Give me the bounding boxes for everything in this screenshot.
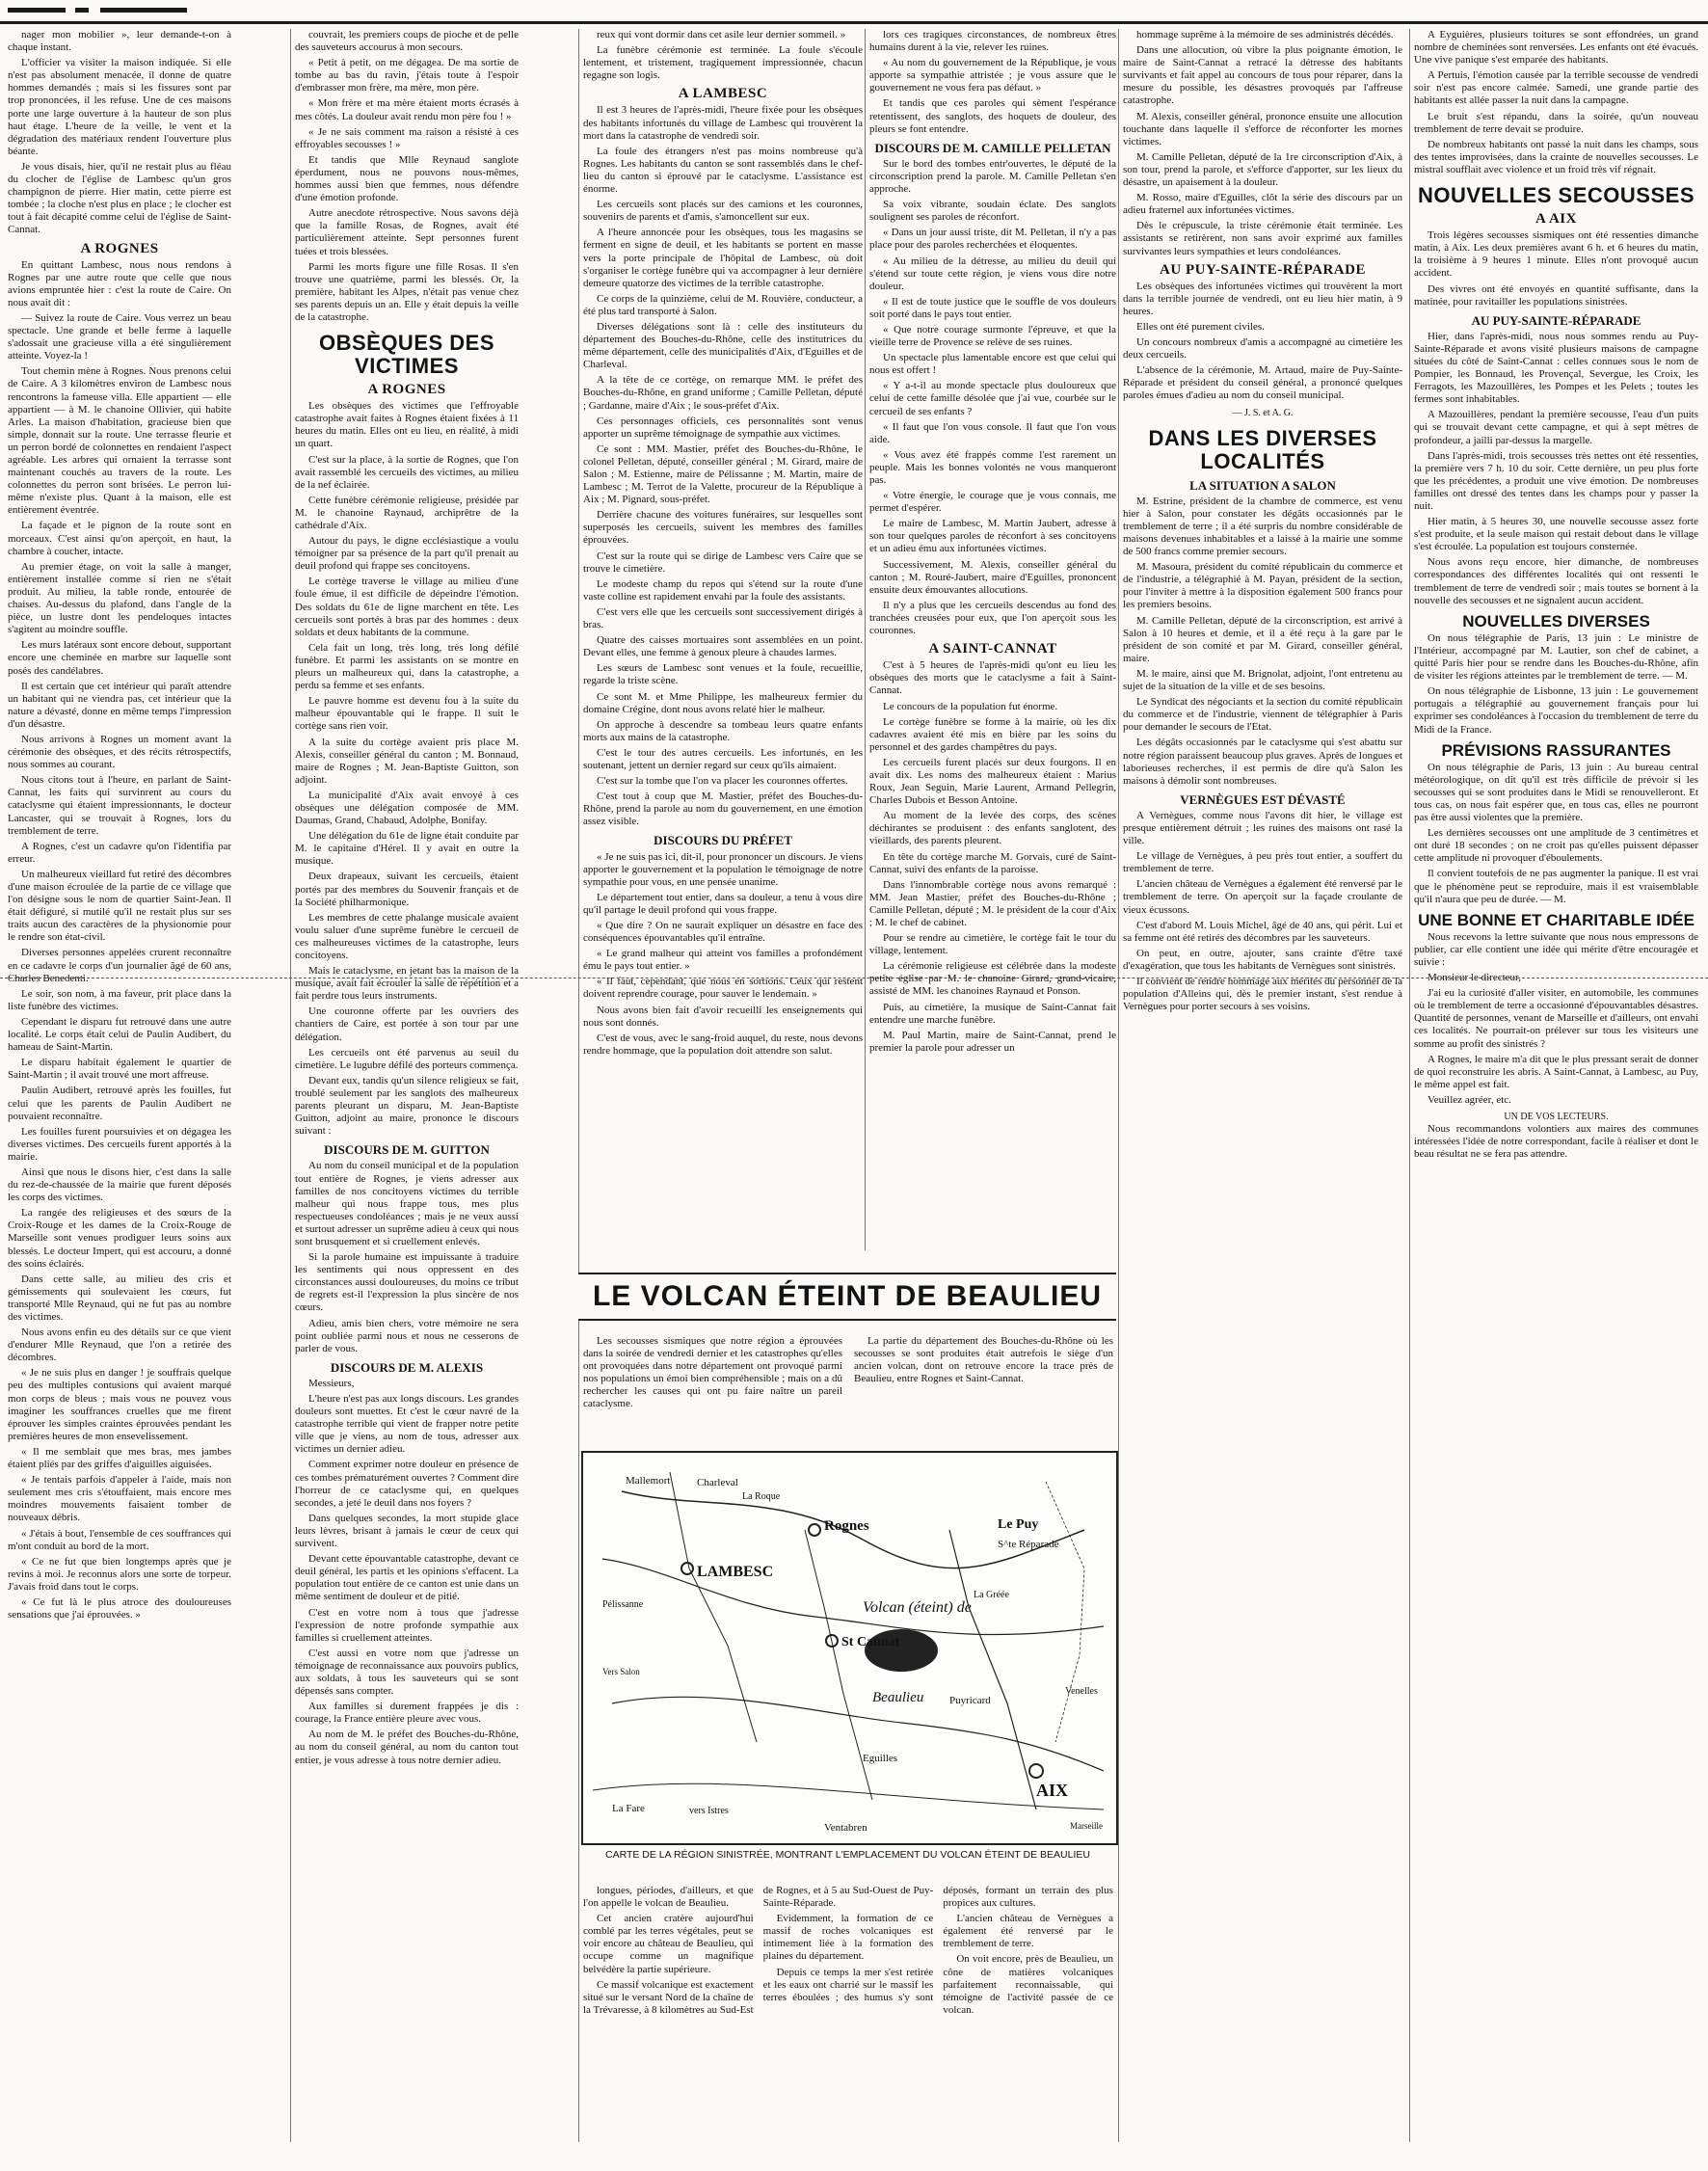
article-paragraph: A Rognes, le maire m'a dit que le plus pressant serait de donner de quoi reconstruire les abris. A Saint-Cannat, à Lambesc, au Puy, le même appel est fait. bbox=[1414, 1053, 1698, 1090]
article-paragraph: La façade et le pignon de la route sont en morceaux. C'est ainsi qu'on aperçoit, en haut, la chambre à coucher, intacte. bbox=[8, 520, 231, 557]
article-paragraph: On voit encore, près de Beaulieu, un cône de matières volcaniques parfaitement reconnaissable, qui témoigne de l'activité passée de ce volcan. bbox=[943, 1953, 1113, 2016]
map-label: Eguilles bbox=[863, 1753, 898, 1764]
article-paragraph: Le bruit s'est répandu, dans la soirée, qu'un nouveau tremblement de terre devait se produire. bbox=[1414, 110, 1698, 135]
article-paragraph: Les cercueils sont placés sur des camions et les couronnes, souvenirs de parents et d'amis, s'amoncellent sur eux. bbox=[583, 199, 863, 224]
article-paragraph: A l'heure annoncée pour les obsèques, tous les magasins se ferment en signe de deuil, et les habitants se portent en masse vers la porte principale de l'hôpital de Lambesc, où doit s'organiser le cortège funèbre qui va accompagner à leur dernière demeure quatorze des victimes de la terrible catastrophe. bbox=[583, 227, 863, 289]
article-paragraph: Dans une allocution, où vibre la plus poignante émotion, le maire de Saint-Cannat a retracé la détresse des habitants survivants et fait appel au concours de tous pour réparer, dans la mesure du possible, les désastres provoqués par l'affreuse catastrophe. bbox=[1123, 44, 1402, 107]
article-paragraph: A Mazouillères, pendant la première secousse, l'eau d'un puits qui se trouvait devant cette campagne, et qui à sept mètres de profondeur, a jailli par-dessus la margelle. bbox=[1414, 409, 1698, 446]
article-paragraph: « Au nom du gouvernement de la République, je vous apporte sa sympathie attristée ; je vous assure que le gouvernement ne vous fera pas défaut. » bbox=[869, 57, 1116, 94]
section-heading: A ROGNES bbox=[367, 382, 446, 398]
article-paragraph: Devant cette épouvantable catastrophe, devant ce deuil général, les partis et les opinions s'effacent. La population tout entière de ce canton est unie dans un même sentiment de douleur et de pitié. bbox=[295, 1553, 519, 1603]
article-paragraph: C'est aussi en votre nom que j'adresse un témoignage de reconnaissance aux pouvoirs publics, aux soldats, à tous les sauveteurs qui se sont dépensés sans compter. bbox=[295, 1647, 519, 1698]
article-paragraph: Les murs latéraux sont encore debout, supportant encore une cheminée en marbre sur laquelle sont posés des candélabres. bbox=[8, 639, 231, 677]
article-paragraph: Paulin Audibert, retrouvé après les fouilles, fut celui que les parents de Paulin Audibert ne pouvaient reconnaître. bbox=[8, 1085, 231, 1122]
article-paragraph: Comment exprimer notre douleur en présence de ces tombes prématurément ouvertes ? Comment dire l'horreur de ce cataclysme qui, en quelques secondes, a jeté le deuil dans nos foyers ? bbox=[295, 1459, 519, 1509]
article-paragraph: L'ancien château de Vernègues a également été renversé par le tremblement de terre. bbox=[943, 1913, 1113, 1950]
article-paragraph: A Rognes, c'est un cadavre qu'on l'identifia par erreur. bbox=[8, 840, 231, 865]
article-paragraph: « Je ne sais comment ma raison a résisté à ces effroyables secousses ! » bbox=[295, 125, 519, 150]
article-paragraph: Un spectacle plus lamentable encore est que celui qui nous est offert ! bbox=[869, 352, 1116, 377]
article-paragraph: Le pauvre homme est devenu fou à la suite du malheur épouvantable qui le frappe. Il suit le cortège sans rien voir. bbox=[295, 695, 519, 733]
article-paragraph: La cérémonie religieuse est célébrée dans la modeste petite église par M. le chanoine Girard, grand-vicaire, assisté de MM. les chanoines Raynaud et Ponson. bbox=[869, 960, 1116, 998]
article-paragraph: Je vous disais, hier, qu'il ne restait plus au fléau du clocher de l'église de Lambesc qu'un gros champignon de pierre. Hier matin, cette pierre est tombée ; la cloche n'est plus en place ; le clocher est tout à fait décapité comme celui de l'église de Saint-Cannat. bbox=[8, 160, 231, 236]
article-paragraph: « J'étais à bout, l'ensemble de ces souffrances qui m'ont conduit au bord de la mort. bbox=[8, 1527, 231, 1552]
article-paragraph: La partie du département des Bouches-du-Rhône où les secousses se sont produites était autrefois le siège d'un ancien volcan, dont on retrouve encore la trace près de Beaulieu, entre Rognes et Saint-Cannat. bbox=[854, 1335, 1113, 1385]
article-paragraph: Les sœurs de Lambesc sont venues et la foule, recueillie, regarde la triste scène. bbox=[583, 662, 863, 687]
column-separator bbox=[290, 29, 291, 2142]
article-paragraph: Cette funèbre cérémonie religieuse, présidée par M. le chanoine Raynaud, archiprêtre de la cathédrale d'Aix. bbox=[295, 494, 519, 531]
column-4 bbox=[869, 29, 1116, 1250]
article-paragraph: L'ancien château de Vernègues a également été renversé par le tremblement de terre. On aperçoit sur la façade croulante de vieux écussons. bbox=[1123, 878, 1402, 916]
article-paragraph: « Que notre courage surmonte l'épreuve, et que la vieille terre de Provence se relève de ses ruines. bbox=[869, 323, 1116, 349]
article-paragraph: Nous arrivons à Rognes un moment avant la cérémonie des obsèques, et des récits rétrospectifs, nous sommes au courant. bbox=[8, 733, 231, 771]
article-paragraph: « Le grand malheur qui atteint vos familles a profondément ému le pays tout entier. » bbox=[583, 948, 863, 973]
article-paragraph: « Ce fut là le plus atroce des douloureuses sensations que j'ai éprouvées. » bbox=[8, 1595, 231, 1622]
article-paragraph: « Votre énergie, le courage que je vous connais, me permet d'espérer. bbox=[869, 490, 1116, 515]
article-paragraph: M. Rosso, maire d'Eguilles, clôt la série des discours par un adieu fraternel aux infortunées victimes. bbox=[1123, 192, 1402, 217]
article-paragraph: M. Camille Pelletan, député de la 1re circonscription d'Aix, à son tour, prend la parole, et s'efforce d'apporter, sur les lieux du désastre, un apaisement à la douleur. bbox=[1123, 150, 1402, 189]
article-paragraph: Le village de Vernègues, à peu près tout entier, a souffert du tremblement de terre. bbox=[1123, 850, 1402, 875]
article-paragraph: « Il est de toute justice que le souffle de vos douleurs soit porté dans le pays tout entier. bbox=[869, 295, 1116, 320]
section-heading: NOUVELLES SECOUSSES bbox=[1417, 183, 1695, 208]
article-paragraph: Deux drapeaux, suivant les cercueils, étaient portés par des membres du Souvenir français et de la Société philharmonique. bbox=[295, 871, 519, 908]
article-paragraph: Au nom de M. le préfet des Bouches-du-Rhône, au nom du conseil général, au nom du canton tout entier, je vous adresse à tous notre dernier adieu. bbox=[295, 1729, 519, 1766]
article-paragraph: De nombreux habitants ont passé la nuit dans les champs, sous des tentes improvisées, dans la crainte de nouvelles secousses. Le mistral soufflait avec violence et un froid très vif régnait. bbox=[1414, 138, 1698, 175]
section-heading: OBSÈQUES DES VICTIMES bbox=[318, 331, 495, 379]
article-paragraph: Une couronne offerte par les ouvriers des chantiers de Caire, est portée à son tour par une délégation. bbox=[295, 1005, 519, 1043]
article-paragraph: Hier, dans l'après-midi, nous nous sommes rendu au Puy-Sainte-Réparade et avons visité plusieurs maisons de campagne situées du côté de Saint-Cannat : celles connues sous le nom de Pompier, les Bonnaud, les Provençal, Severgue, les Croix, les Ferragots, les Mazouillères, les Pompes et les Pelets ; toutes les fermes sont inhabitables. bbox=[1414, 330, 1698, 406]
section-heading: AU PUY-SAINTE-RÉPARADE bbox=[1160, 261, 1366, 278]
map-label: LAMBESC bbox=[697, 1564, 774, 1580]
article-paragraph: C'est sur la place, à la sortie de Rognes, que l'on avait rassemblé les cercueils des victimes, au milieu de la nef éclairée. bbox=[295, 453, 519, 491]
article-paragraph: M. Alexis, conseiller général, prononce ensuite une allocution touchante dans laquelle il s'efforce de réconforter les mornes victimes. bbox=[1123, 110, 1402, 147]
article-paragraph: Et tandis que Mlle Reynaud sanglote éperdument, nous ne pouvons nous-mêmes, hommes aussi bien que femmes, nous défendre d'une émotion profonde. bbox=[295, 153, 519, 204]
article-paragraph: Cependant le disparu fut retrouvé dans une autre localité. Le corps était celui de Paulin Audibert, du hameau de Saint-Martin. bbox=[8, 1015, 231, 1054]
article-paragraph: Dans l'après-midi, trois secousses très nettes ont été ressenties, la première vers 7 h. 10 du soir. Cette dernière, un peu plus forte que les précédentes, a produit une vive émotion. De nombreuses familles ont dressé des tentes dans les champs pour y passer la nuit. bbox=[1414, 449, 1698, 512]
article-paragraph: Un concours nombreux d'amis a accompagné au cimetière les deux cercueils. bbox=[1123, 336, 1402, 362]
section-heading: NOUVELLES DIVERSES bbox=[1462, 611, 1650, 630]
article-paragraph: Autour du pays, le digne ecclésiastique a voulu témoigner par sa présence de la part qu'il prenait au deuil profond qui frappe ses concitoyens. bbox=[295, 535, 519, 573]
article-paragraph: Nous recevons la lettre suivante que nous nous empressons de publier, car elle contient une idée qui mérite d'être encouragée et suivie : bbox=[1414, 930, 1698, 968]
section-heading: UNE BONNE ET CHARITABLE IDÉE bbox=[1418, 910, 1695, 929]
section-heading: VERNÈGUES EST DÉVASTÉ bbox=[1180, 791, 1346, 807]
column-5 bbox=[1123, 29, 1402, 2142]
article-paragraph: Derrière chacune des voitures funéraires, sur lesquelles sont superposés les cercueils, suivent les membres des familles éprouvées. bbox=[583, 509, 863, 547]
article-paragraph: couvrait, les premiers coups de pioche et de pelle des sauveteurs accourus à mon secours. bbox=[295, 29, 519, 54]
article-paragraph: Nous citons tout à l'heure, en parlant de Saint-Cannat, les faits qui survinrent au cours du cataclysme qui étaient impressionnants, le docteur Lancaster, qui se trouvait à Rognes, lors du tremblement de terre. bbox=[8, 774, 231, 837]
article-paragraph: Ce sont M. et Mme Philippe, les malheureux fermier du domaine Crégine, dont nous avons relaté hier le malheur. bbox=[583, 690, 863, 715]
article-paragraph: On nous télégraphie de Lisbonne, 13 juin : Le gouvernement portugais a télégraphié au gouvernement français pour lui exprimer ses condoléances à l'occasion du tremblement de terre du Midi de la France. bbox=[1414, 685, 1698, 736]
article-paragraph: M. Paul Martin, maire de Saint-Cannat, prend le premier la parole pour adresser un bbox=[869, 1029, 1116, 1054]
article-paragraph: Il n'y a plus que les cercueils descendus au fond des tranchées creusées pour eux, que l'on aperçoit sous les couronnes. bbox=[869, 599, 1116, 637]
article-paragraph: On nous télégraphie de Paris, 13 juin : Au bureau central météorologique, on dit qu'il est très difficile de prévoir si les secousses qui se sont produites dans le Midi se renouvelleront. Et tous cas, on nous fait espérer que, en tous cas, elles ne pourront pas être aussi violentes que la première. bbox=[1414, 761, 1698, 824]
article-paragraph: Les fouilles furent poursuivies et on dégagea les diverses victimes. Des cercueils furent apportés à la mairie. bbox=[8, 1125, 231, 1163]
article-paragraph: Ces personnages officiels, ces personnalités sont venus apporter un suprême témoignage de sympathie aux victimes. bbox=[583, 415, 863, 440]
article-paragraph: Les membres de cette phalange musicale avaient voulu saluer d'une suprême funèbre le cercueil de ces malheureuses victimes de la catastrophe, leurs concitoyens. bbox=[295, 911, 519, 961]
article-paragraph: Dès le crépuscule, la triste cérémonie était terminée. Les assistants se retirèrent, non sans avoir exprimé aux familles survivantes leurs sympathies et leurs condoléances. bbox=[1123, 220, 1402, 257]
article-paragraph: La funèbre cérémonie est terminée. La foule s'écoule lentement, et tristement, tragiquement impressionnée, chacun regagne son logis. bbox=[583, 44, 863, 82]
article-paragraph: « Mon frère et ma mère étaient morts écrasés à mes côtés. La douleur avait rendu mon père fou ! » bbox=[295, 97, 519, 122]
article-paragraph: « Il faut, cependant, que nous en sortions. Ceux qui restent doivent reprendre courage, pour sauver le lendemain. » bbox=[583, 976, 863, 1001]
map-label: Marseille bbox=[1070, 1821, 1103, 1831]
article-paragraph: Aux familles si durement frappées je dis : courage, la France entière pleure avec vous. bbox=[295, 1701, 519, 1726]
article-paragraph: Les secousses sismiques que notre région a éprouvées dans la soirée de vendredi dernier et les catastrophes qu'elles ont provoquées dans notre département ont provoqué parmi nos populations un émoi bien compréhensible ; mais on a dû rechercher les causes qui ont pu faire naître un pareil cataclysme. bbox=[583, 1335, 842, 1410]
article-paragraph: On nous télégraphie de Paris, 13 juin : Le ministre de l'Intérieur, accompagné par M. Lautier, son chef de cabinet, a quitté Paris hier pour se rendre dans les Bouches-du-Rhône, afin de visiter les régions atteintes par le tremblement de terre. — M. bbox=[1414, 631, 1698, 683]
article-paragraph: Le département tout entier, dans sa douleur, a tenu à vous dire qu'il partage le deuil profond qui vous frappe. bbox=[583, 891, 863, 916]
map-label: Ventabren bbox=[824, 1822, 867, 1834]
top-border-mark bbox=[8, 8, 66, 13]
volcan-headline: LE VOLCAN ÉTEINT DE BEAULIEU bbox=[578, 1273, 1116, 1321]
map-label: Beaulieu bbox=[872, 1690, 924, 1705]
article-paragraph: Des vivres ont été envoyés en quantité suffisante, dans la matinée, pour ravitailler les populations sinistrées. bbox=[1414, 282, 1698, 308]
map-label: Venelles bbox=[1065, 1686, 1098, 1697]
column-2 bbox=[295, 29, 519, 2142]
article-paragraph: Et tandis que ces paroles qui sèment l'espérance retentissent, des sanglots, des hoquets de douleur, des pleurs se font entendre. bbox=[869, 97, 1116, 135]
article-paragraph: Successivement, M. Alexis, conseiller général du canton ; M. Rouré-Jaubert, maire d'Eguilles, prononcent ensuite deux émouvantes allocutions. bbox=[869, 558, 1116, 596]
article-paragraph: On peut, en outre, ajouter, sans crainte d'être taxé d'exagération, que tous les habitants de Vernègues sont sinistrés. bbox=[1123, 947, 1402, 972]
map-label: AIX bbox=[1036, 1781, 1069, 1800]
article-paragraph: Les cercueils furent placés sur deux fourgons. Il en avait dix. Les noms des malheureux étaient : Marius Roux, Jean Seguin, Marie Laurent, Armand Pellegrin, Charles Dubois et Besson Antoine. bbox=[869, 756, 1116, 807]
article-paragraph: La foule des étrangers n'est pas moins nombreuse qu'à Rognes. Les habitants du canton se sont rassemblés dans le chef-lieu du canton si éprouvé par le cataclysme. L'assistance est énorme. bbox=[583, 145, 863, 196]
section-heading: A ROGNES bbox=[80, 240, 159, 256]
article-paragraph: Pour se rendre au cimetière, le cortège fait le tour du village, lentement. bbox=[869, 932, 1116, 957]
article-paragraph: L'absence de la cérémonie, M. Artaud, maire de Puy-Sainte-Réparade et président du conseil général, a prononcé quelques paroles émues d'adieu au nom du conseil municipal. bbox=[1123, 364, 1402, 402]
article-paragraph: Une délégation du 61e de ligne était conduite par M. le capitaine d'Hérel. Il y avait en outre la musique. bbox=[295, 830, 519, 868]
article-paragraph: Quatre des caisses mortuaires sont assemblées en un point. Devant elles, une femme à genoux pleure à chaudes larmes. bbox=[583, 634, 863, 659]
column-separator bbox=[1118, 29, 1119, 2142]
section-heading: DISCOURS DE M. ALEXIS bbox=[330, 1359, 484, 1375]
article-paragraph: Les dégâts occasionnés par le cataclysme qui s'est abattu sur notre région paraissent beaucoup plus graves. Après de longues et laborieuses recherches, il est permis de dire qu'à Salon les maisons à démolir sont nombreuses. bbox=[1123, 737, 1402, 787]
article-paragraph: Autre anecdote rétrospective. Nous savons déjà que la famille Rosas, de Rognes, avait été particulièrement atteinte. Sept personnes furent tuées et trois blessées. bbox=[295, 207, 519, 257]
article-paragraph: Les obsèques des victimes que l'effroyable catastrophe avait faites à Rognes étaient fixées à 11 heures du matin. Elles ont eu lieu, en réalité, à midi un quart. bbox=[295, 400, 519, 450]
map-caption: CARTE DE LA RÉGION SINISTRÉE, MONTRANT L'EMPLACEMENT DU VOLCAN ÉTEINT DE BEAULIEU bbox=[604, 1849, 1090, 1861]
article-paragraph: Les dernières secousses ont une amplitude de 3 centimètres et ont duré 18 secondes ; on ne croit pas qu'elles puissent dépasser cette amplitude ni provoquer d'éboulements. bbox=[1414, 827, 1698, 865]
article-paragraph: Puis, au cimetière, la musique de Saint-Cannat fait entendre une marche funèbre. bbox=[869, 1001, 1116, 1026]
article-paragraph: Au premier étage, on voit la salle à manger, entièrement installée comme si rien ne s'était produit. Au milieu, la table ronde, entourée de chaises. Au-dessus du plafond, dans l'angle de la pièce, un lustre dont les pendeloques intactes s'agitent au moindre souffle. bbox=[8, 560, 231, 636]
section-heading: DISCOURS DU PRÉFET bbox=[654, 833, 792, 848]
article-paragraph: La rangée des religieuses et des sœurs de la Croix-Rouge et les dames de la Croix-Rouge de Marseille sont venues prodiguer leurs soins aux blessés. Le docteur Impert, qui est accouru, a donné des soins éclairés. bbox=[8, 1207, 231, 1270]
map-label: St Cannat bbox=[841, 1635, 900, 1649]
article-signature: UN DE VOS LECTEURS. bbox=[1504, 1112, 1609, 1123]
section-heading: AU PUY-SAINTE-RÉPARADE bbox=[1471, 312, 1641, 328]
article-paragraph: Le soir, son nom, à ma faveur, prit place dans la liste funèbre des victimes. bbox=[8, 987, 231, 1012]
article-paragraph: Les obsèques des infortunées victimes qui trouvèrent la mort dans la terrible journée de vendredi, ont eu lieu hier matin, à 9 heures. bbox=[1123, 280, 1402, 317]
article-paragraph: Un malheureux vieillard fut retiré des décombres d'une maison écroulée de la partie de ce village que l'on désigne sous le nom de quartier Saint-Jean. Il était défiguré, si mutilé qu'il ne restait plus sur ses traits aucun des caractères de la physionomie pour le rendre son état-civil. bbox=[8, 868, 231, 944]
map-label: Puyricard bbox=[949, 1695, 991, 1706]
column-separator bbox=[1409, 29, 1410, 2142]
region-map bbox=[581, 1451, 1118, 1845]
article-paragraph: Au nom du conseil municipal et de la population tout entière de Rognes, je viens adresser aux familles de nos concitoyens victimes du terrible malheur qui nous frappe tous, mes plus respectueuses condoléances ; mais je ne veux aussi et surtout adresser un suprême adieu à ceux qui nous sont brusquement et si cruellement enlevés. bbox=[295, 1160, 519, 1247]
article-paragraph: « Ce ne fut que bien longtemps après que je revins à moi. Je reconnus alors une sorte de torpeur. J'avais froid dans tout le corps. bbox=[8, 1555, 231, 1593]
article-paragraph: C'est sur la route qui se dirige de Lambesc vers Caire que se trouve le cimetière. bbox=[583, 549, 863, 575]
column-separator bbox=[578, 29, 579, 2142]
region-map-drawing bbox=[583, 1453, 1116, 1843]
column-1 bbox=[8, 29, 231, 2142]
article-paragraph: A la tête de ce cortège, on remarque MM. le préfet des Bouches-du-Rhône, en grand uniforme ; Camille Pelletan, député ; Gardanne, maire d'Aix ; le sous-préfet d'Aix. bbox=[583, 374, 863, 412]
article-paragraph: C'est vers elle que les cercueils sont successivement dirigés à bras. bbox=[583, 605, 863, 631]
article-paragraph: Au moment de la levée des corps, des scènes déchirantes se produisent : des enfants sanglotent, des vieillards, des parents pleurent. bbox=[869, 810, 1116, 847]
article-paragraph: Nous recommandons volontiers aux maires des communes intéressées l'idée de notre correspondant, facile à réaliser et dont le beau résultat ne se fera pas attendre. bbox=[1414, 1123, 1698, 1161]
article-paragraph: « Il me semblait que mes bras, mes jambes étaient pliés par des griffes d'aiguilles aiguisées. bbox=[8, 1445, 231, 1471]
section-heading: DANS LES DIVERSES LOCALITÉS bbox=[1148, 425, 1377, 473]
article-paragraph: Le disparu habitait également le quartier de Saint-Martin ; il avait trouvé une mort affreuse. bbox=[8, 1057, 231, 1082]
top-border-mark bbox=[75, 8, 89, 13]
article-paragraph: « Vous avez été frappés comme l'est rarement un peuple. Mais les bonnes volontés ne vous manqueront pas. bbox=[869, 448, 1116, 486]
article-paragraph: Mais le cataclysme, en jetant bas la maison de la musique, avait fait écrouler la salle de répétition et a fait perdre tous leurs instruments. bbox=[295, 965, 519, 1003]
article-paragraph: On approche à descendre sa tombeau leurs quatre enfants morts aux mains de la catastrophe. bbox=[583, 718, 863, 743]
article-paragraph: Monsieur le directeur, bbox=[1428, 972, 1521, 984]
article-paragraph: Ce corps de la quinzième, celui de M. Rouvière, conducteur, a été plus tard transporté à Salon. bbox=[583, 292, 863, 317]
article-paragraph: Le cortège funèbre se forme à la mairie, où les dix cadavres avaient été mis en bière par les soins du personnel et des gardes champêtres du pays. bbox=[869, 715, 1116, 753]
article-paragraph: Adieu, amis bien chers, votre mémoire ne sera point oubliée parmi nous et nous ne cesserons de parler de vous. bbox=[295, 1317, 519, 1354]
article-paragraph: Dans l'innombrable cortège nous avons remarqué : MM. Jean Mastier, préfet des Bouches-du-Rhône ; Camille Pelletan, député ; M. le président de la cour d'Aix ; M. le chef de cabinet. bbox=[869, 878, 1116, 928]
section-heading: DISCOURS DE M. CAMILLE PELLETAN bbox=[874, 140, 1111, 155]
article-paragraph: Dans cette salle, au milieu des cris et gémissements qui soulevaient les cœurs, fut transporté Mlle Reynaud, qui ne fut pas au nombre des victimes. bbox=[8, 1273, 231, 1323]
top-border-mark bbox=[100, 8, 187, 13]
map-label: Charleval bbox=[697, 1477, 738, 1488]
article-paragraph: Evidemment, la formation de ce massif de roches volcaniques est intimement liée à la formation des plaines du département. bbox=[762, 1913, 934, 1963]
article-paragraph: « Que dire ? On ne saurait expliquer un désastre en face des conséquences épouvantables qu'il entraîne. bbox=[583, 920, 863, 945]
map-label: vers Istres bbox=[689, 1806, 729, 1816]
volcan-continued bbox=[583, 1885, 1113, 2142]
article-paragraph: Hier matin, à 5 heures 30, une nouvelle secousse assez forte s'est produite, et la seule maison qui restait debout dans le village s'est écroulée. La population est toujours consternée. bbox=[1414, 516, 1698, 553]
article-paragraph: Nous avons bien fait d'avoir recueilli les enseignements qui nous sont donnés. bbox=[583, 1004, 863, 1029]
section-heading: A AIX bbox=[1535, 211, 1577, 228]
article-paragraph: Le concours de la population fut énorme. bbox=[883, 700, 1058, 712]
article-paragraph: A Pertuis, l'émotion causée par la terrible secousse de vendredi soir n'est pas encore calmée. Samedi, une grande partie des habitants est allée passer la nuit dans la campagne. bbox=[1414, 69, 1698, 107]
article-paragraph: reux qui vont dormir dans cet asile leur dernier sommeil. » bbox=[597, 29, 846, 40]
article-paragraph: La municipalité d'Aix avait envoyé à ces obsèques une délégation composée de MM. Daumas, Grand, Chabaud, Adolphe, Bonifay. bbox=[295, 789, 519, 827]
column-separator bbox=[865, 29, 866, 1250]
article-paragraph: Cela fait un long, très long, très long défilé funèbre. Et parmi les assistants on se montre en pleurs un malheureux qui, dans la catastrophe, a perdu sa femme et ses enfants. bbox=[295, 641, 519, 692]
page-top-border bbox=[0, 0, 1708, 24]
article-paragraph: Cet ancien cratère aujourd'hui comblé par les terres végétales, peut se voir encore au château de Beaulieu, qui occupe comme un magnifique belvédère la partie supérieure. bbox=[583, 1913, 754, 1975]
article-paragraph: Ce sont : MM. Mastier, préfet des Bouches-du-Rhône, le colonel Pelletan, député, conseiller général ; M. Girard, maire de Salon ; M. Estienne, maire de Pélissanne ; M. Martin, maire de Lambesc ; M. Terrot de la Valette, procureur de la République à Aix ; M. Pignard, sous-préfet. bbox=[583, 442, 863, 506]
column-6 bbox=[1414, 29, 1698, 2142]
article-paragraph: Ainsi que nous le disons hier, c'est dans la salle du rez-de-chaussée de la mairie que furent déposés les corps des victimes. bbox=[8, 1166, 231, 1204]
article-paragraph: J'ai eu la curiosité d'aller visiter, en automobile, les communes où le tremblement de terre a occasionné d'épouvantables désastres. Quantité de personnes, venant de Marseille et d'ailleurs, ont envahi ces localités. Ne pourrait-on prélever sur tous les visiteurs une somme au profit des sinistrés ? bbox=[1414, 987, 1698, 1050]
section-heading: LA SITUATION A SALON bbox=[1189, 477, 1336, 493]
article-paragraph: « Petit à petit, on me dégagea. De ma sortie de tombe au bas du ravin, j'étais toute à l'espoir d'embrasser mon frère, ma mère, mon père. bbox=[295, 57, 519, 94]
article-paragraph: Diverses personnes appelées crurent reconnaître en ce cadavre le corps d'un journalier âgé de 60 ans, Charles Benedenti. bbox=[8, 947, 231, 984]
article-paragraph: C'est d'abord M. Louis Michel, âgé de 40 ans, qui périt. Lui et sa femme ont été retirés des décombres par les sauveteurs. bbox=[1123, 919, 1402, 944]
article-paragraph: Le cortège traverse le village au milieu d'une foule émue, il est difficile de dépeindre l'émotion. Des soldats du 61e de ligne marchent en tête. Les cercueils sont portés à bras par des hommes : deux soldats et deux habitants de la commune. bbox=[295, 576, 519, 638]
article-paragraph: hommage suprême à la mémoire de ses administrés décédés. bbox=[1136, 29, 1394, 40]
map-label: Rognes bbox=[824, 1518, 869, 1534]
article-paragraph: En tête du cortège marche M. Gorvais, curé de Saint-Cannat, suivi des enfants de la paroisse. bbox=[869, 850, 1116, 875]
map-label: La Gréée bbox=[974, 1590, 1009, 1600]
volcan-intro bbox=[583, 1335, 1113, 1446]
article-paragraph: Il est 3 heures de l'après-midi, l'heure fixée pour les obsèques des habitants infortunés du village de Lambesc qui trouvèrent la mort dans la catastrophe de vendredi soir. bbox=[583, 104, 863, 142]
article-paragraph: « Dans un jour aussi triste, dit M. Pelletan, il n'y a pas place pour des paroles recherchées et éloquentes. bbox=[869, 227, 1116, 252]
article-paragraph: Parmi les morts figure une fille Rosas. Il s'en trouve une quatrième, parmi les blessés. Or, la première, habitant les Alpes, n'était pas venue chez ses parents depuis un an. Elle y était depuis la veille de la catastrophe. bbox=[295, 260, 519, 323]
section-heading: PRÉVISIONS RASSURANTES bbox=[1441, 740, 1671, 760]
article-paragraph: M. Estrine, président de la chambre de commerce, est venu hier à Salon, pour constater les dégâts occasionnés par le tremblement de terre ; il a été surpris du nombre considérable de maisons devenues inhabitables et a laissé à la mairie une somme de 500 francs comme premier secours. bbox=[1123, 495, 1402, 558]
article-paragraph: Elles ont été purement civiles. bbox=[1136, 320, 1265, 333]
article-paragraph: Tout chemin mène à Rognes. Nous prenons celui de Caire. A 3 kilomètres environ de Lambesc nous rencontrons la fameuse villa. Elle appartient — elle appartient — à M. le chanoine Ollivier, qui habite Arles. La maison d'habitation, gracieuse bien que simple, donnait sur la route. Une terrasse fleurie et un perron bordé de colonnettes en rendaient l'aspect agréable. Les arbres qui ornaient la terrasse sont maintenant couchés au travers de la route. Les colonnettes du perron sont brisées. Le perron lui-même n'existe plus. Quant à la maison, elle est entièrement éventrée. bbox=[8, 365, 231, 517]
map-label: Le Puy bbox=[998, 1517, 1039, 1532]
article-paragraph: Dans quelques secondes, la mort stupide glace leurs lèvres, brisant à jamais le cœur de ceux qui survivent. bbox=[295, 1512, 519, 1550]
map-label: Mallemort bbox=[626, 1475, 671, 1487]
article-paragraph: M. le maire, ainsi que M. Brignolat, adjoint, l'ont entretenu au sujet de la situation de la ville et de ses besoins. bbox=[1123, 667, 1402, 693]
article-paragraph: Les cercueils ont été parvenus au seuil du cimetière. Le lugubre défilé des porteurs commença. bbox=[295, 1046, 519, 1071]
article-paragraph: A Eyguières, plusieurs toitures se sont effondrées, un grand nombre de cheminées sont renversées. Les enfants ont été évacués. Une vive panique s'est emparée des habitants. bbox=[1414, 29, 1698, 67]
article-paragraph: Le maire de Lambesc, M. Martin Jaubert, adresse à son tour quelques paroles de réconfort à ses concitoyens et un adieu ému aux infortunées victimes. bbox=[869, 518, 1116, 555]
article-paragraph: Veuillez agréer, etc. bbox=[1428, 1093, 1511, 1106]
article-paragraph: Si la parole humaine est impuissante à traduire les sentiments qui nous oppressent en des circonstances aussi douloureuses, du moins ce tribut de regrets est-il l'expression la plus sincère de nos cœurs. bbox=[295, 1251, 519, 1314]
article-paragraph: C'est sur la tombe que l'on va placer les couronnes offertes. bbox=[597, 775, 848, 788]
article-paragraph: — Suivez la route de Caire. Vous verrez un beau spectacle. Une grande et belle ferme à laquelle s'adossait une gracieuse villa a été singulièrement atteinte. Voyez-la ! bbox=[8, 311, 231, 362]
article-paragraph: C'est le tour des autres cercueils. Les infortunés, en les soutenant, jettent un dernier regard sur ceux qu'ils aimaient. bbox=[583, 746, 863, 771]
article-signature: — J. S. et A. G. bbox=[1232, 407, 1294, 418]
article-paragraph: « Y a-t-il au monde spectacle plus douloureux que celui de cette famille désolée que j'ai vue, courbée sur le cercueil de ses enfants ? bbox=[869, 380, 1116, 417]
article-paragraph: longues, périodes, d'ailleurs, et que l'on appelle le volcan de Beaulieu. bbox=[583, 1885, 754, 1910]
article-paragraph: « Au milieu de la détresse, au milieu du deuil qui s'étend sur toute cette région, je viens vous dire notre douleur. bbox=[869, 255, 1116, 292]
article-paragraph: Le Syndicat des négociants et la section du comité républicain du commerce et de l'industrie, viennent de télégraphier à Paris pour demander le secours de l'Etat. bbox=[1123, 696, 1402, 734]
article-paragraph: Messieurs, bbox=[308, 1377, 355, 1389]
article-paragraph: Ce massif volcanique est exactement situé sur le versant Nord de la chaîne de la Trévaresse, à 8 kilomètres au Sud-Est de Rognes, et à 5 au Sud-Ouest de Puy-Sainte-Réparade. bbox=[583, 1885, 934, 2016]
article-paragraph: L'heure n'est pas aux longs discours. Les grandes douleurs sont muettes. Et c'est le cœur navré de la catastrophe terrible qui vient de frapper notre petite ville que je viens, au nom de tous, adresser aux victimes un dernier adieu. bbox=[295, 1393, 519, 1456]
article-paragraph: « Je tentais parfois d'appeler à l'aide, mais non seulement mes cris s'étouffaient, mais encore mes moindres mouvements faisaient tomber de nouveaux débris. bbox=[8, 1474, 231, 1524]
article-paragraph: Depuis ce temps la mer s'est retirée et les eaux ont charrié sur le massif les terres éboulées ; des humus s'y sont déposés, formant un terrain des plus propices aux cultures. bbox=[762, 1885, 1113, 2003]
section-heading: DISCOURS DE M. GUITTON bbox=[324, 1142, 490, 1158]
article-paragraph: M. Camille Pelletan, député de la circonscription, est arrivé à Salon à 10 heures et demie, et il a été reçu à la gare par le président de son comité et par M. Girard, conseiller général, maire. bbox=[1123, 614, 1402, 664]
article-paragraph: Il convient de rendre hommage aux mérites du personnel de la population d'Alleins qui, dès le premier instant, s'est rendue à Vernègues pour porter secours à ses voisins. bbox=[1123, 976, 1402, 1013]
article-paragraph: Nous avons enfin eu des détails sur ce que vient d'endurer Mlle Reynaud, que l'on a retirée des décombres. bbox=[8, 1327, 231, 1364]
section-heading: A SAINT-CANNAT bbox=[928, 641, 1057, 657]
article-paragraph: Sur le bord des tombes entr'ouvertes, le député de la circonscription prend la parole. M. Camille Pelletan s'en approche. bbox=[869, 157, 1116, 196]
article-paragraph: Devant eux, tandis qu'un silence religieux se fait, troublé seulement par les sanglots des malheureux parents pleurant un disparu, M. Jean-Baptiste Guitton, adjoint au maire, prononce le discours suivant : bbox=[295, 1074, 519, 1138]
map-label: Pélissanne bbox=[602, 1599, 644, 1610]
article-paragraph: A Vernègues, comme nous l'avons dit hier, le village est presque entièrement détruit ; les ruines des maisons ont rasé la ville. bbox=[1123, 809, 1402, 847]
map-label: S^te Réparade bbox=[998, 1539, 1059, 1550]
article-paragraph: Le modeste champ du repos qui s'étend sur la route d'une vaste colline est rapidement envahi par la foule des assistants. bbox=[583, 577, 863, 603]
article-paragraph: « Je ne suis pas ici, dit-il, pour prononcer un discours. Je viens apporter le gouvernement et la population le témoignage de notre sympathie pour vous, en une pensée unanime. bbox=[583, 850, 863, 888]
column-3 bbox=[583, 29, 863, 1250]
article-paragraph: Trois légères secousses sismiques ont été ressenties dimanche matin, à Aix. Les deux premières avant 6 h. et 6 heures du matin, la troisième à 9 heures 1 minute. Elles n'ont provoqué aucun accident. bbox=[1414, 229, 1698, 280]
map-label: Vers Salon bbox=[602, 1667, 640, 1676]
article-paragraph: A la suite du cortège avaient pris place M. Alexis, conseiller général du canton ; M. Bonnaud, maire de Rognes ; M. Jean-Baptiste Guitton, son adjoint. bbox=[295, 736, 519, 786]
map-label: La Fare bbox=[612, 1803, 645, 1814]
article-paragraph: nager mon mobilier », leur demande-t-on à chaque instant. bbox=[8, 29, 231, 54]
map-label: La Roque bbox=[742, 1491, 781, 1502]
article-paragraph: Il est certain que cet intérieur qui paraît attendre un habitant qui ne viendra pas, cet intérieur que la nature a dévasté, donne en même temps l'impression d'un désastre. bbox=[8, 680, 231, 730]
article-paragraph: lors ces tragiques circonstances, de nombreux êtres humains durent à la vie, relever les ruines. bbox=[869, 29, 1116, 54]
map-label: Volcan (éteint) de bbox=[863, 1599, 972, 1616]
article-paragraph: « Il faut que l'on vous console. Il faut que l'on vous aide. bbox=[869, 420, 1116, 445]
article-paragraph: Il convient toutefois de ne pas augmenter la panique. Il est vrai que le phénomène peut se reproduire, mais il est vraisemblable qu'il n'aura que peu de durée. — M. bbox=[1414, 868, 1698, 905]
article-paragraph: M. Masoura, président du comité républicain du commerce et de l'industrie, a télégraphié à M. Payan, président de la section, pour l'inviter à mettre à la disposition également 500 francs pour les premiers besoins. bbox=[1123, 561, 1402, 611]
article-paragraph: C'est tout à coup que M. Mastier, préfet des Bouches-du-Rhône, prend la parole au nom du gouvernement, en une émotion assez visible. bbox=[583, 791, 863, 828]
article-paragraph: Sa voix vibrante, soudain éclate. Des sanglots soulignent ses paroles de réconfort. bbox=[869, 199, 1116, 224]
article-paragraph: L'officier va visiter la maison indiquée. Si elle n'est pas absolument menacée, il donne de quatre hommes demandés ; mais si les fissures sont par trop prononcées, il les refuse. Une de ces maisons porte une large ouverture à la hauteur de son plus haut étage. L'heure de la veille, le vent et la dégradation des matériaux rendent l'ouverture plus béante. bbox=[8, 57, 231, 157]
article-paragraph: C'est à 5 heures de l'après-midi qu'ont eu lieu les obsèques des morts que le cataclysme a fait à Saint-Cannat. bbox=[869, 659, 1116, 697]
article-paragraph: Diverses délégations sont là : celle des instituteurs du département des Bouches-du-Rhône, celle des institutrices du même département, celle des municipalités d'Aix, d'Eguilles et de Charleval. bbox=[583, 320, 863, 371]
article-paragraph: « Je ne suis plus en danger ! je souffrais quelque peu des multiples contusions qui avaient marqué mon corps de bleus ; mais vous ne pouvez vous imaginer les souffrances cruelles que me firent éprouver les simples craintes éprouvées pendant les premières heures de mon ensevelissement. bbox=[8, 1367, 231, 1442]
section-heading: A LAMBESC bbox=[678, 86, 768, 102]
article-paragraph: C'est en votre nom à tous que j'adresse l'expression de notre profonde sympathie aux familles si cruellement atteintes. bbox=[295, 1606, 519, 1644]
article-paragraph: Nous avons reçu encore, hier dimanche, de nombreuses correspondances des différentes localités qui ont ressenti le tremblement de terre de vendredi soir ; mais toutes se bornent à la nouvelle des secousses et ne signalent aucun accident. bbox=[1414, 556, 1698, 606]
article-paragraph: C'est de vous, avec le sang-froid auquel, du reste, nous devons rendre hommage, que la population doit attendre son salut. bbox=[583, 1032, 863, 1057]
article-paragraph: En quittant Lambesc, nous nous rendons à Rognes par une autre route que celle que nous avions empruntée hier : c'est la route de Caire. On nous avait dit : bbox=[8, 258, 231, 308]
